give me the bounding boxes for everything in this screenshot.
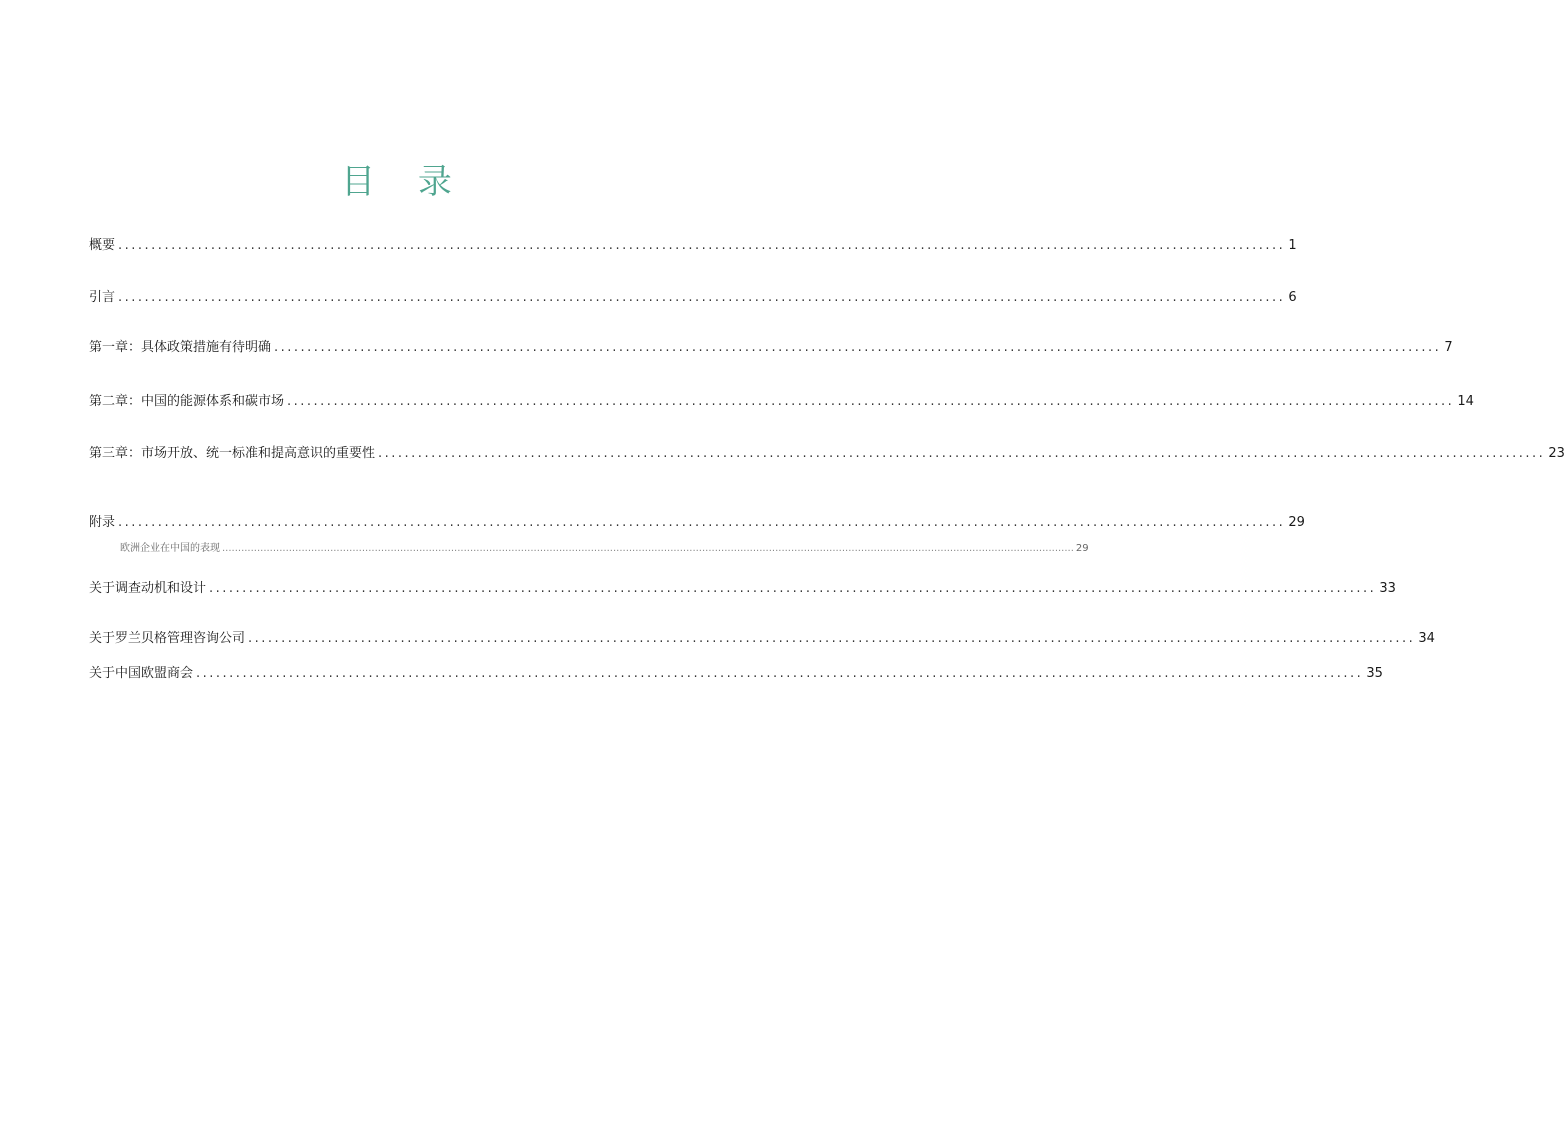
toc-entry-chapter-1[interactable] (89, 339, 1453, 357)
dot-leader: ............................................................................................................................................................................................................................................................................ (222, 543, 1074, 554)
toc-entry-page: 6 (1288, 290, 1297, 305)
toc-entry-label: 第二章：中国的能源体系和碳市场 (89, 394, 285, 409)
dot-leader: ................................................................................................................................................................................ (287, 394, 1455, 409)
toc-entry-chapter-2[interactable] (89, 393, 1474, 411)
dot-leader: ................................................................................................................................................................................ (378, 446, 1546, 461)
toc-entry-survey-design[interactable] (89, 580, 1396, 598)
toc-entry-roland-berger[interactable] (89, 630, 1435, 648)
toc-entry-page: 7 (1444, 340, 1453, 355)
dot-leader: ................................................................................................................................................................................ (118, 515, 1286, 530)
dot-leader: ................................................................................................................................................................................ (196, 666, 1364, 681)
toc-subentry-european-companies[interactable] (120, 542, 1089, 556)
toc-entry-label: 关于中国欧盟商会 (89, 666, 194, 681)
dot-leader: ................................................................................................................................................................................ (118, 290, 1286, 305)
toc-entry-page: 35 (1366, 666, 1383, 681)
toc-entry-label: 附录 (89, 515, 116, 530)
toc-entry-label: 概要 (89, 238, 116, 253)
toc-entry-page: 1 (1288, 238, 1297, 253)
toc-entry-page: 23 (1548, 446, 1565, 461)
toc-entry-summary[interactable] (89, 237, 1297, 255)
toc-entry-label: 第三章：市场开放、统一标准和提高意识的重要性 (89, 446, 376, 461)
toc-entry-page: 29 (1288, 515, 1305, 530)
toc-entry-page: 14 (1457, 394, 1474, 409)
toc-entry-page: 34 (1418, 631, 1435, 646)
toc-entry-appendix[interactable] (89, 514, 1305, 532)
toc-entry-eu-chamber[interactable] (89, 665, 1383, 683)
toc-entry-page: 29 (1075, 543, 1089, 554)
toc-entry-label: 引言 (89, 290, 116, 305)
dot-leader: ................................................................................................................................................................................ (209, 581, 1377, 596)
toc-entry-introduction[interactable] (89, 289, 1297, 307)
dot-leader: ................................................................................................................................................................................ (248, 631, 1416, 646)
toc-entry-label: 欧洲企业在中国的表现 (120, 543, 220, 554)
toc-entry-label: 第一章：具体政策措施有待明确 (89, 340, 272, 355)
toc-entry-label: 关于罗兰贝格管理咨询公司 (89, 631, 246, 646)
dot-leader: ................................................................................................................................................................................ (274, 340, 1442, 355)
toc-entry-label: 关于调查动机和设计 (89, 581, 207, 596)
page-title: 目 录 (341, 162, 468, 202)
toc-entry-chapter-3[interactable] (89, 445, 1565, 463)
dot-leader: ................................................................................................................................................................................ (118, 238, 1286, 253)
toc-entry-page: 33 (1379, 581, 1396, 596)
